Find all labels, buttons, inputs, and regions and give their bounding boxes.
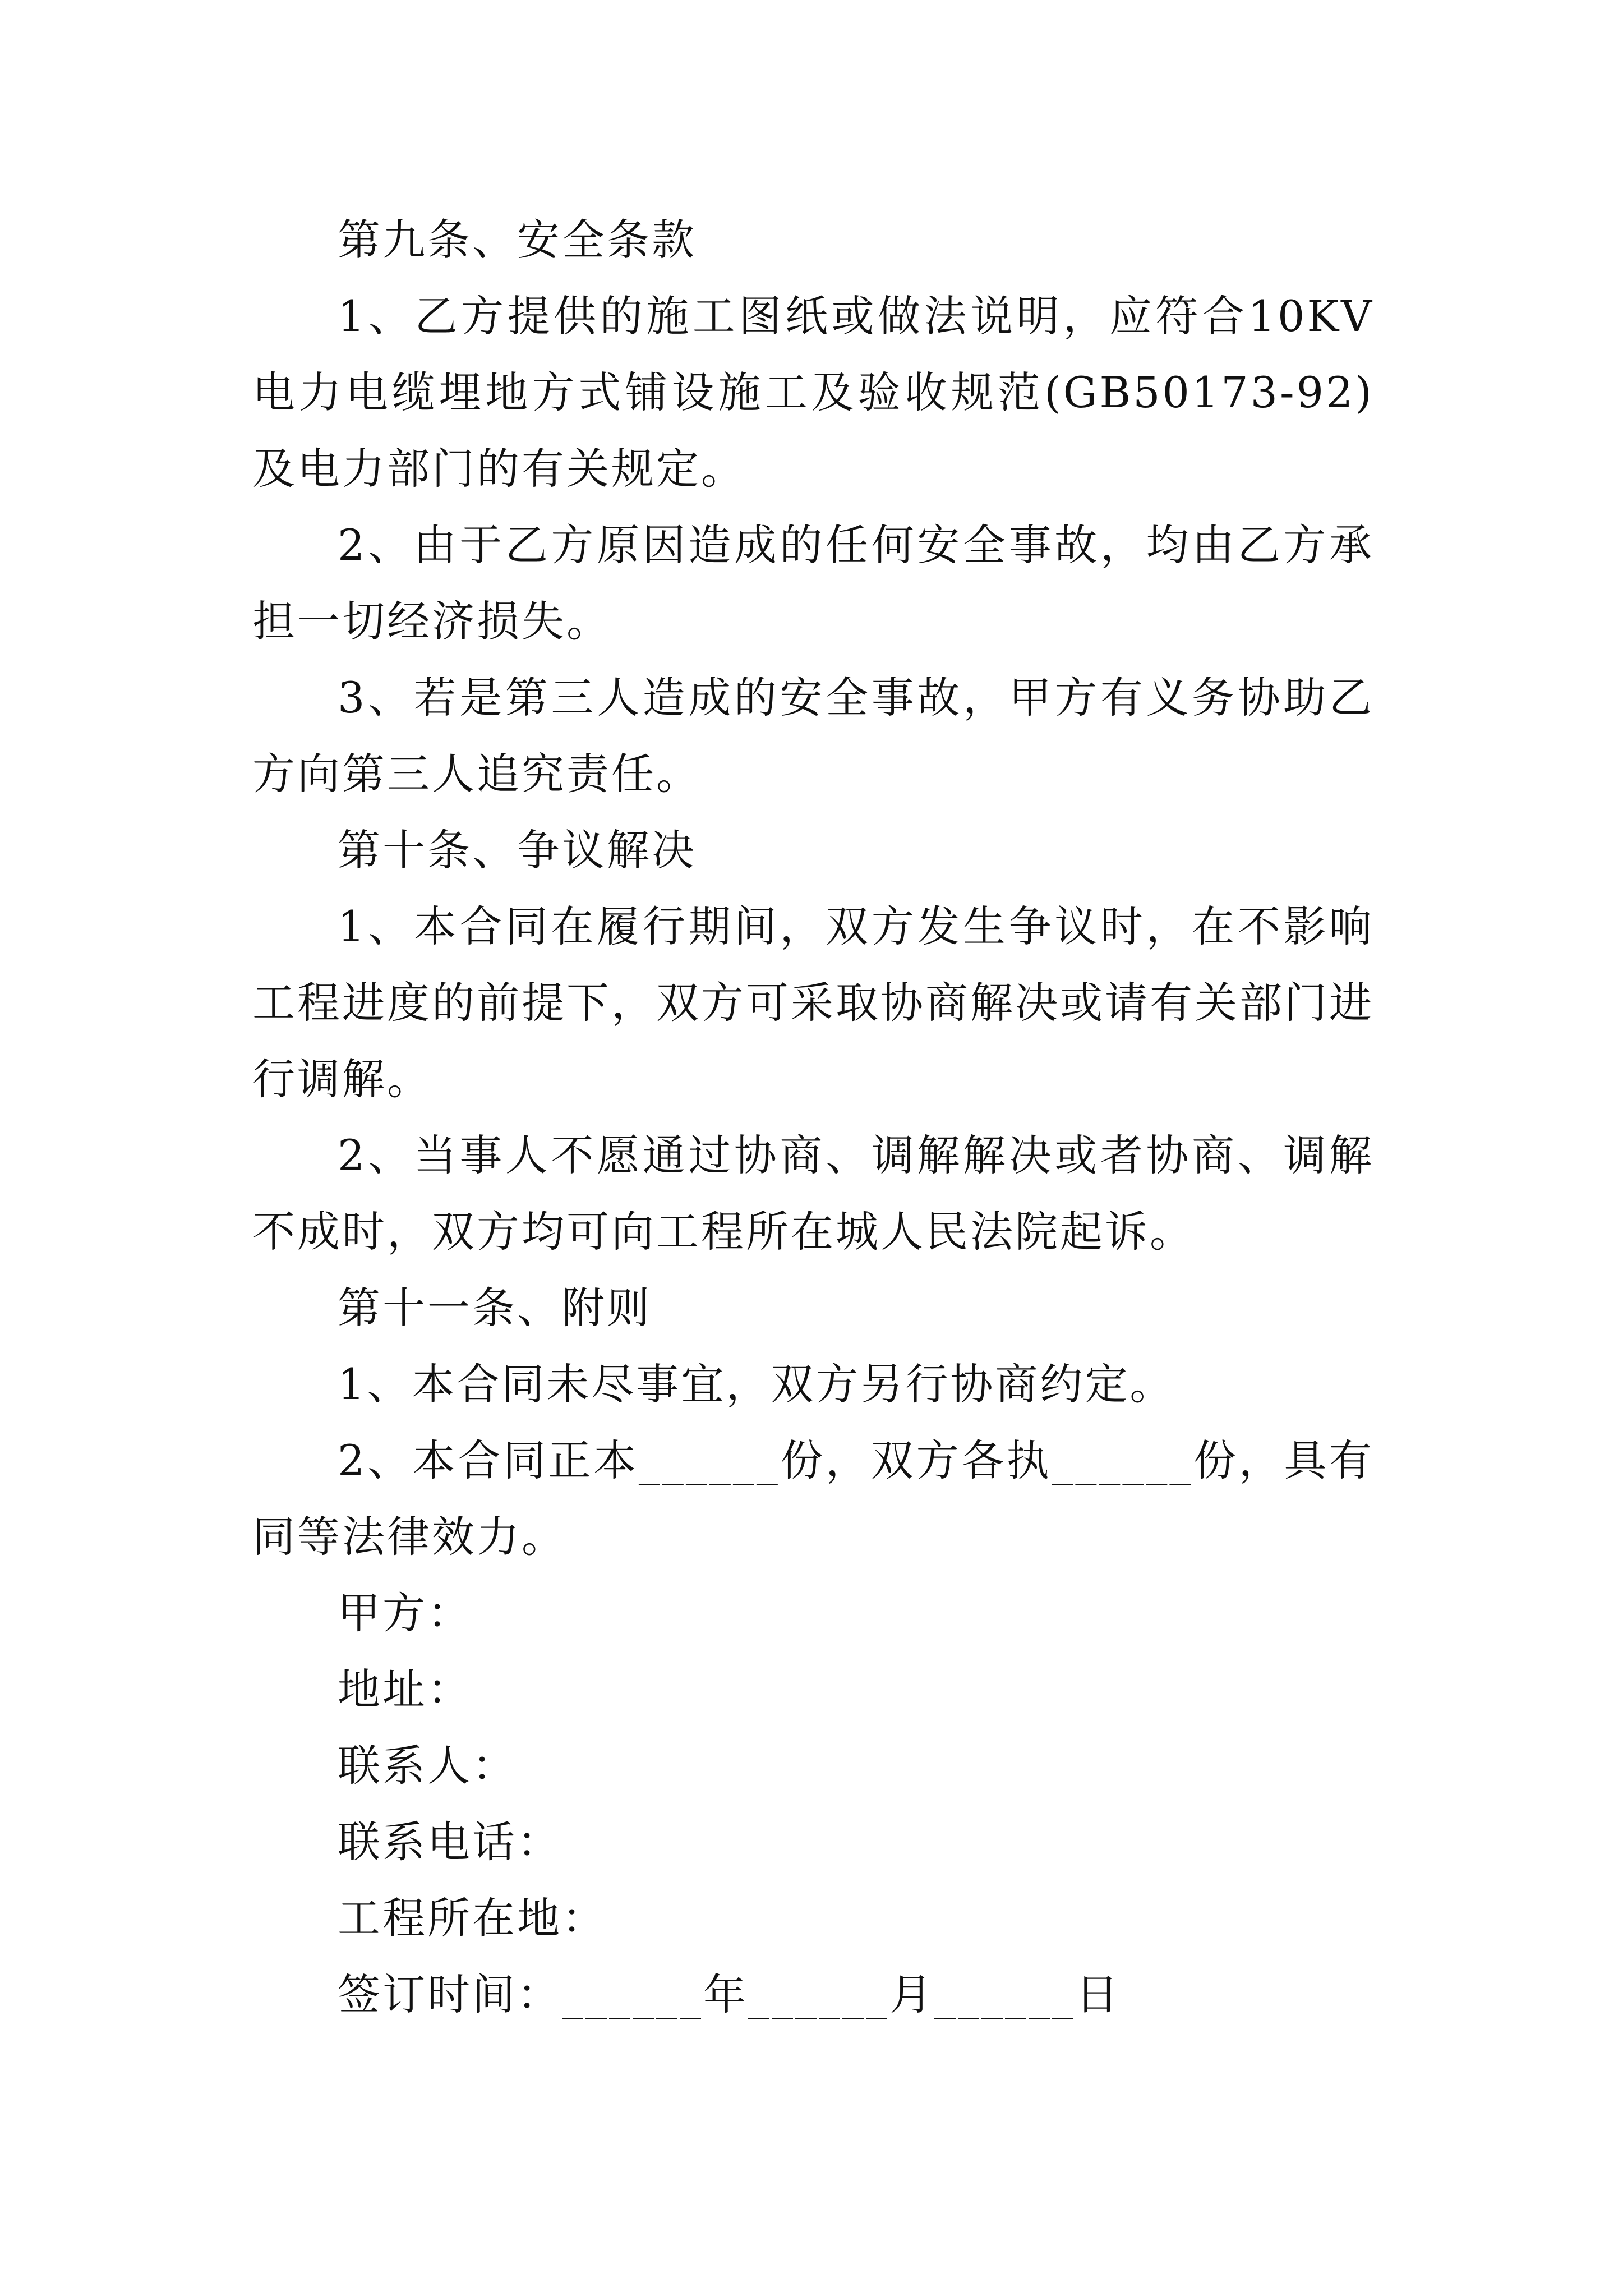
clause-11-2: 2、本合同正本______份，双方各执______份，具有同等法律效力。 bbox=[252, 1435, 1374, 1562]
contact-phone-field: 联系电话： bbox=[338, 1817, 562, 1867]
document-body bbox=[252, 202, 1374, 2033]
address-field: 地址： bbox=[338, 1664, 472, 1714]
contact-person-field: 联系人： bbox=[338, 1741, 517, 1791]
section-heading-article-11: 第十一条、附则 bbox=[338, 1283, 652, 1333]
signing-date-field: 签订时间：______年______月______日 bbox=[338, 1970, 1121, 2019]
clause-11-1: 1、本合同未尽事宜，双方另行协商约定。 bbox=[338, 1359, 1175, 1409]
clause-9-1: 1、乙方提供的施工图纸或做法说明，应符合10KV电力电缆埋地方式铺设施工及验收规范(GB50173-92)及电力部门的有关规定。 bbox=[252, 291, 1374, 494]
party-a-field: 甲方： bbox=[338, 1588, 472, 1638]
clause-10-1: 1、本合同在履行期间，双方发生争议时，在不影响工程进度的前提下，双方可采取协商解决或请有关部门进行调解。 bbox=[252, 901, 1374, 1104]
clause-9-3: 3、若是第三人造成的安全事故，甲方有义务协助乙方向第三人追究责任。 bbox=[252, 673, 1374, 799]
project-location-field: 工程所在地： bbox=[338, 1893, 607, 1943]
clause-9-2: 2、由于乙方原因造成的任何安全事故，均由乙方承担一切经济损失。 bbox=[252, 520, 1374, 646]
clause-10-2: 2、当事人不愿通过协商、调解解决或者协商、调解不成时，双方均可向工程所在城人民法院起诉。 bbox=[252, 1130, 1374, 1257]
section-heading-article-9: 第九条、安全条款 bbox=[338, 215, 697, 265]
section-heading-article-10: 第十条、争议解决 bbox=[338, 825, 697, 875]
